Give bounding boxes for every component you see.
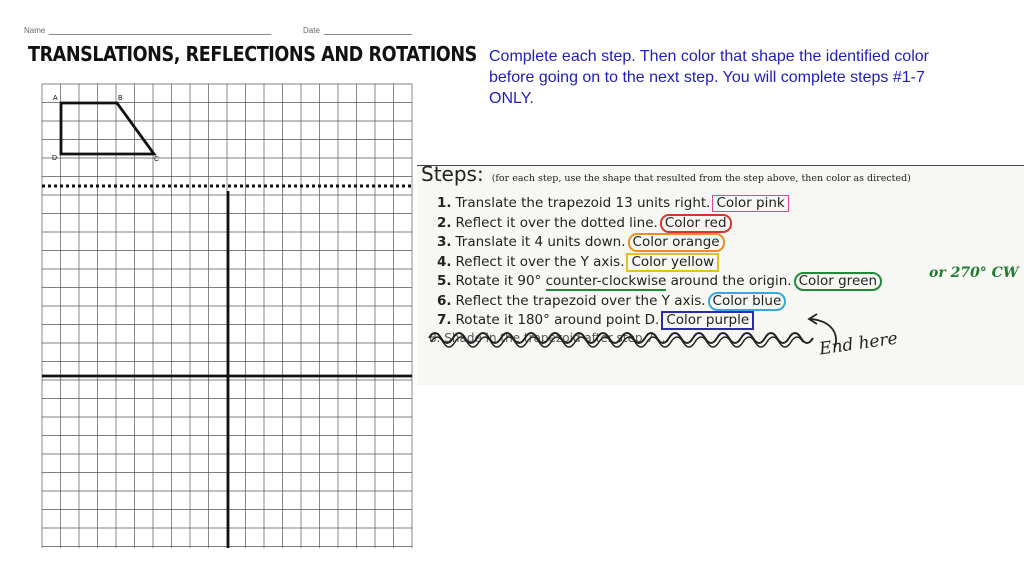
step-text: Translate the trapezoid 13 units right. — [455, 195, 711, 211]
point-label-b: B — [118, 95, 123, 102]
color-tag-red: Color red — [660, 214, 732, 233]
color-tag-purple: Color purple — [661, 311, 754, 330]
scribble-out — [427, 326, 827, 350]
step-text: Translate it 4 units down. — [455, 234, 626, 250]
color-tag-green: Color green — [794, 272, 883, 291]
step-number: 4. — [437, 254, 452, 270]
step-number: 3. — [437, 234, 452, 250]
steps-heading-label: Steps: — [421, 165, 484, 186]
point-label-a: A — [53, 95, 58, 102]
step-number: 1. — [437, 195, 452, 211]
step-text-before: Rotate it 90° — [455, 273, 546, 289]
step-1 — [437, 195, 789, 212]
alt-rotation-note: or 270° CW — [929, 265, 1019, 281]
steps-note: (for each step, use the shape that resulted from the step above, then color as directed) — [491, 173, 911, 184]
step-2 — [437, 214, 732, 233]
worksheet-title: TRANSLATIONS, REFLECTIONS AND ROTATIONS — [28, 42, 477, 66]
step-4 — [437, 253, 719, 272]
step-3 — [437, 233, 725, 252]
coordinate-grid — [0, 0, 440, 576]
step-6 — [437, 292, 786, 311]
step-number: 5. — [437, 273, 452, 289]
step-text: Shade in the trapezoid after step 7 ... — [444, 331, 670, 345]
point-label-c: C — [154, 156, 160, 163]
date-label: Date — [303, 26, 320, 35]
end-here-note: End here — [817, 328, 899, 360]
step-number: 8. — [429, 331, 441, 345]
step-text: Reflect it over the Y axis. — [455, 254, 625, 270]
step-number: 7. — [437, 312, 452, 328]
color-tag-orange: Color orange — [628, 233, 725, 252]
color-tag-blue: Color blue — [708, 292, 787, 311]
trapezoid — [61, 103, 154, 154]
instructions-text: Complete each step. Then color that shape the identified color before going on to the next step. You will complete steps #1-7 ONLY. — [489, 48, 929, 107]
color-tag-yellow: Color yellow — [626, 253, 719, 272]
color-tag-pink: Color pink — [712, 195, 788, 212]
point-label-d: D — [52, 155, 58, 162]
steps-panel — [417, 165, 1024, 386]
name-label: Name — [24, 26, 46, 35]
step-5 — [437, 272, 882, 291]
step-number: 2. — [437, 215, 452, 231]
step-text: Reflect the trapezoid over the Y axis. — [455, 293, 706, 309]
step-text: Rotate it 180° around point D. — [455, 312, 660, 328]
step-text: Reflect it over the dotted line. — [455, 215, 658, 231]
steps-heading — [421, 165, 911, 186]
step-text-underlined: counter-clockwise — [545, 273, 667, 289]
step-number: 6. — [437, 293, 452, 309]
step-text-after: around the origin. — [666, 273, 792, 289]
